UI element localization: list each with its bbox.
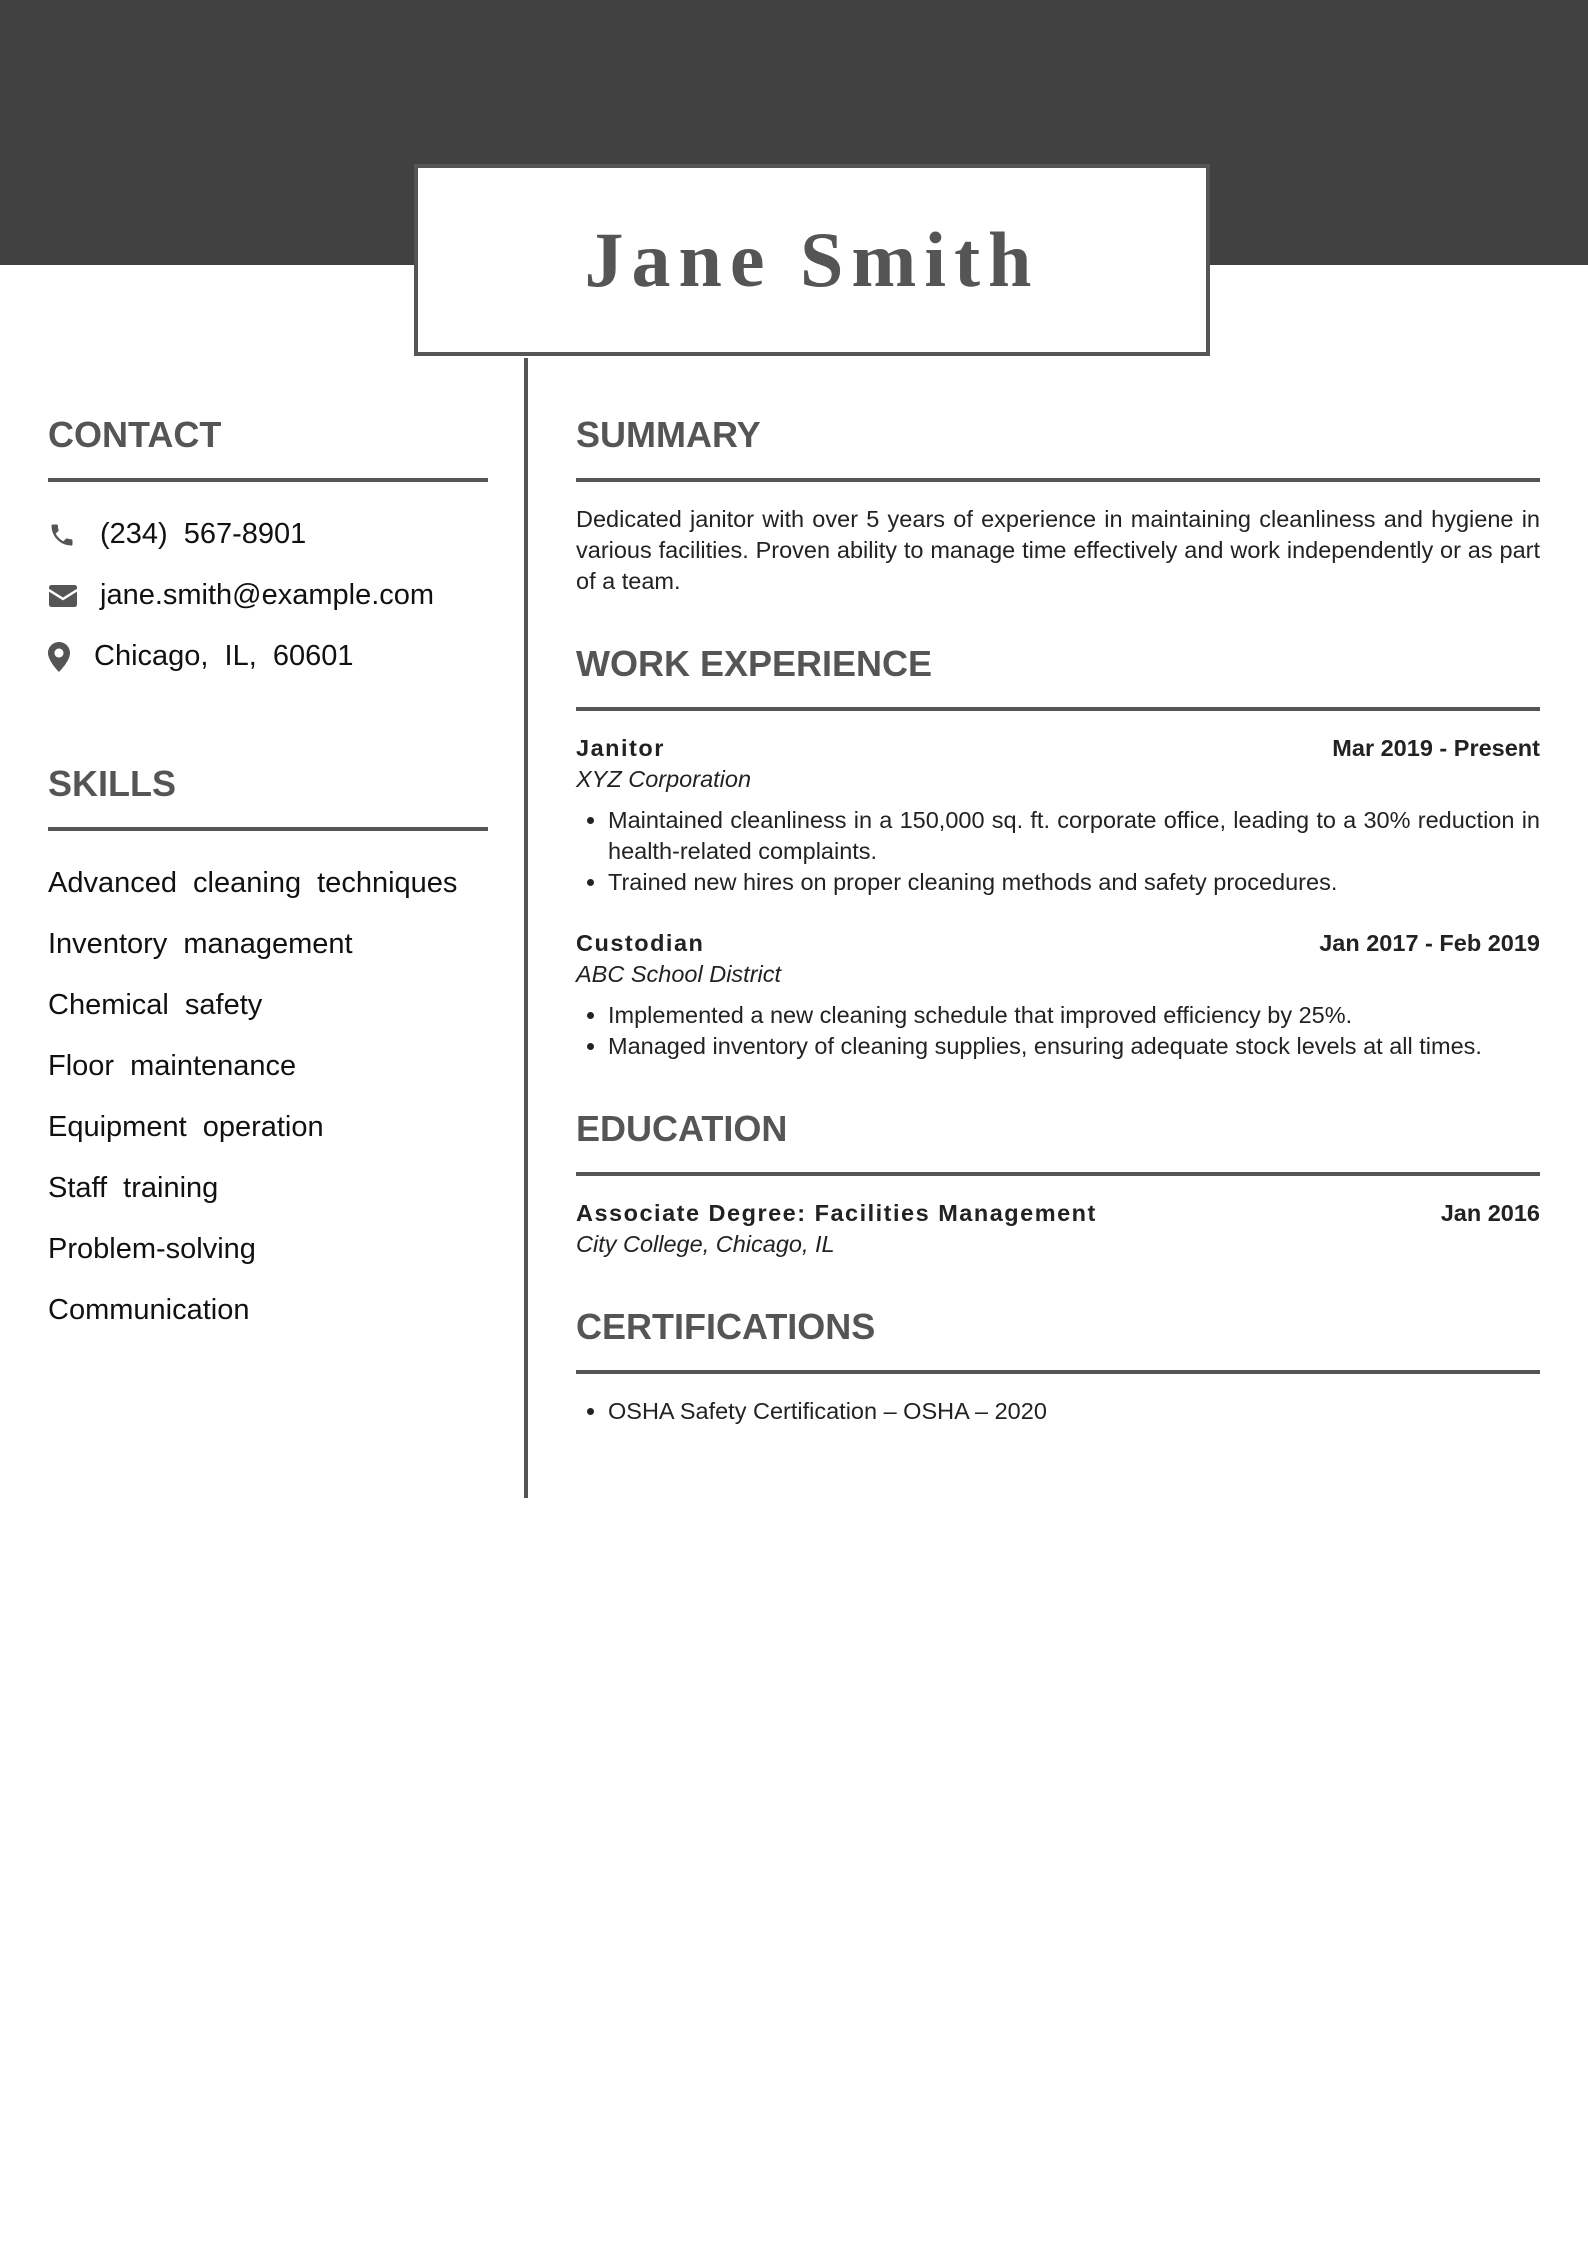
summary-heading: SUMMARY xyxy=(576,414,761,455)
contact-phone xyxy=(48,504,488,565)
certification-item: • OSHA Safety Certification – OSHA – 2020 xyxy=(608,1396,1540,1427)
skill-item: Inventory management xyxy=(48,928,353,960)
experience-heading: WORK EXPERIENCE xyxy=(576,643,933,684)
skill-item: Problem-solving xyxy=(48,1233,256,1265)
email-text: jane.smith@example.com xyxy=(100,579,435,611)
job-title: Custodian xyxy=(576,930,705,956)
candidate-name: Jane Smith xyxy=(584,216,1040,303)
job-dates: Mar 2019 - Present xyxy=(1332,735,1540,761)
education-section xyxy=(576,1104,1540,1260)
certifications-list xyxy=(576,1396,1540,1427)
skill-item: Floor maintenance xyxy=(48,1050,297,1082)
job-title: Janitor xyxy=(576,735,665,761)
skill-item: Staff training xyxy=(48,1172,219,1204)
phone-icon xyxy=(48,521,100,549)
contact-heading: CONTACT xyxy=(48,414,222,455)
job-bullet: • Trained new hires on proper cleaning methods and safety procedures. xyxy=(608,867,1540,898)
certifications-section xyxy=(576,1302,1540,1427)
section-rule xyxy=(576,1370,1540,1374)
left-column xyxy=(48,410,488,1341)
job-company: ABC School District xyxy=(576,961,782,987)
right-column xyxy=(576,410,1540,1427)
summary-text: Dedicated janitor with over 5 years of experience in maintaining cleanliness and hygiene in various facilities. Proven ability to manage time effectively and work independently or as part of a team. xyxy=(576,506,1540,594)
job-bullet: • Maintained cleanliness in a 150,000 sq. ft. corporate office, leading to a 30% reduction in health-related complaints. xyxy=(608,805,1540,867)
skill-item: Advanced cleaning techniques xyxy=(48,867,458,899)
section-rule xyxy=(576,1172,1540,1176)
section-rule xyxy=(48,827,488,831)
contact-email xyxy=(48,565,488,626)
map-pin-icon xyxy=(48,642,94,672)
contact-list xyxy=(48,504,488,687)
skills-list xyxy=(48,853,488,1341)
degree-date: Jan 2016 xyxy=(1440,1200,1540,1226)
job-entry xyxy=(576,733,1540,898)
contact-section xyxy=(48,410,488,687)
job-bullets xyxy=(576,805,1540,898)
job-bullet: • Implemented a new cleaning schedule that improved efficiency by 25%. xyxy=(608,1000,1540,1031)
name-box xyxy=(414,164,1210,356)
job-entry xyxy=(576,928,1540,1062)
certifications-heading: CERTIFICATIONS xyxy=(576,1306,876,1347)
envelope-icon xyxy=(48,584,100,608)
column-divider xyxy=(524,358,528,1498)
job-company: XYZ Corporation xyxy=(576,766,752,792)
section-rule xyxy=(576,707,1540,711)
education-entry xyxy=(576,1198,1540,1260)
skills-section xyxy=(48,759,488,1341)
location-text: Chicago, IL, 60601 xyxy=(94,640,354,672)
section-rule xyxy=(576,478,1540,482)
job-bullet: • Managed inventory of cleaning supplies, ensuring adequate stock levels at all times. xyxy=(608,1031,1540,1062)
school-name: City College, Chicago, IL xyxy=(576,1231,835,1257)
experience-section xyxy=(576,639,1540,1062)
skill-item: Chemical safety xyxy=(48,989,263,1021)
job-dates: Jan 2017 - Feb 2019 xyxy=(1319,930,1540,956)
degree-title: Associate Degree: Facilities Management xyxy=(576,1200,1097,1226)
skill-item: Equipment operation xyxy=(48,1111,324,1143)
phone-text: (234) 567-8901 xyxy=(100,518,307,550)
education-heading: EDUCATION xyxy=(576,1108,788,1149)
skills-heading: SKILLS xyxy=(48,763,177,804)
summary-section xyxy=(576,410,1540,597)
skill-item: Communication xyxy=(48,1294,250,1326)
contact-location xyxy=(48,626,488,687)
job-bullets xyxy=(576,1000,1540,1062)
section-rule xyxy=(48,478,488,482)
